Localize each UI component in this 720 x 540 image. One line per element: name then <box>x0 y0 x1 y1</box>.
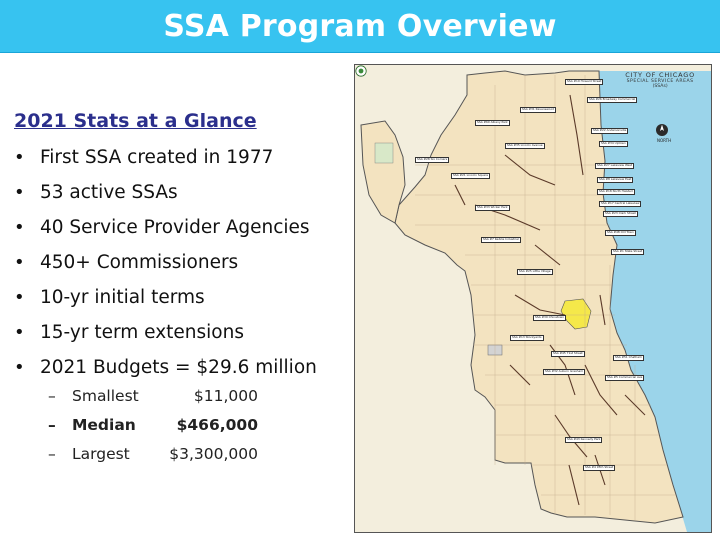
ssa-label: SSA #4 95th Street <box>585 465 614 470</box>
ssa-label: SSA #18 North Halsted <box>599 189 633 194</box>
budget-amount: $3,300,000 <box>169 444 258 463</box>
stat-text: 10-yr initial terms <box>40 287 205 308</box>
budget-amount: $466,000 <box>176 415 258 434</box>
ssa-label: SSA #48 Old Town <box>607 230 634 235</box>
map-title-line2: SPECIAL SERVICE AREAS <box>626 79 694 84</box>
ssa-label: SSA #13 Stockyards <box>512 335 542 340</box>
budget-label: Smallest <box>72 386 139 405</box>
bullet-icon: • <box>14 322 25 343</box>
bullet-icon: • <box>14 147 25 168</box>
stat-text: 450+ Commissioners <box>40 252 239 273</box>
stat-item <box>14 350 317 385</box>
park-patch <box>375 143 393 163</box>
ssa-map <box>354 64 712 533</box>
dash-icon: – <box>48 415 56 434</box>
ssa-label: SSA #28 Six Corners <box>417 157 448 162</box>
ssa-label: SSA #25 Little Village <box>519 269 551 274</box>
stat-item <box>14 280 317 315</box>
ssa-label: SSA #22 Andersonville <box>593 128 627 133</box>
stat-item <box>14 210 317 245</box>
ssa-label: SSA #45 71st Street <box>553 351 583 356</box>
stat-text: 2021 Budgets = $29.6 million <box>40 357 317 378</box>
bullet-icon: • <box>14 357 25 378</box>
budget-label: Largest <box>72 444 130 463</box>
ssa-label: SSA #7 Kedzie Industrial <box>483 237 519 242</box>
budget-item-median <box>48 410 258 439</box>
ssa-label: SSA #35 Lincoln Avenue <box>507 143 543 148</box>
stat-text: 53 active SSAs <box>40 182 178 203</box>
ssa-label: SSA #39 Chinatown <box>535 315 564 320</box>
page-title: SSA Program Overview <box>163 8 557 44</box>
ssa-label: SSA #23 Clark Street <box>605 211 636 216</box>
ssa-label: SSA #32 Auburn Gresham <box>545 369 584 374</box>
stats-list <box>14 140 317 385</box>
north-label: NORTH <box>657 138 672 143</box>
ssa-label: SSA #8 Lakeview East <box>599 177 632 182</box>
stat-item <box>14 140 317 175</box>
bullet-icon: • <box>14 182 25 203</box>
ssa-label: SSA #17 Central Lakeview <box>601 201 640 206</box>
dash-icon: – <box>48 386 56 405</box>
stat-text: 40 Service Provider Agencies <box>40 217 310 238</box>
ssa-label: SSA #31 Ravenswood <box>522 107 554 112</box>
ssa-label: SSA #43 Kennedy Park <box>567 437 601 442</box>
ssa-label: SSA #33 Wicker Park <box>477 205 508 210</box>
stat-item <box>14 175 317 210</box>
ssa-label: SSA #51 Chatham <box>615 355 642 360</box>
map-title <box>625 71 695 89</box>
ssa-label: SSA #26 Broadway Commercial <box>589 97 636 102</box>
bullet-icon: • <box>14 217 25 238</box>
budget-item-largest <box>48 439 258 468</box>
map-title-line3: (SSAs) <box>652 84 668 89</box>
title-bar <box>0 0 720 53</box>
bullet-icon: • <box>14 287 25 308</box>
dash-icon: – <box>48 444 56 463</box>
budget-sublist <box>48 381 258 468</box>
ssa-label: SSA #60 Albany Park <box>477 120 508 125</box>
stat-text: First SSA created in 1977 <box>40 147 274 168</box>
budget-amount: $11,000 <box>193 386 258 405</box>
bullet-icon: • <box>14 252 25 273</box>
stats-heading: 2021 Stats at a Glance <box>14 110 257 132</box>
city-seal-icon <box>355 65 367 77</box>
ssa-label: SSA #5 Commercial Ave <box>607 375 643 380</box>
ssa-label: SSA #34 Uptown <box>601 141 626 146</box>
ssa-label: SSA #1 State Street <box>613 249 643 254</box>
stat-item <box>14 245 317 280</box>
compass-icon <box>655 123 669 137</box>
ssa-label: SSA #27 Lakeview West <box>597 163 633 168</box>
stat-item <box>14 315 317 350</box>
stat-text: 15-yr term extensions <box>40 322 244 343</box>
map-title-line1: CITY OF CHICAGO <box>625 71 695 79</box>
ssa-label: SSA #19 Howard Street <box>567 79 602 84</box>
budget-label: Median <box>72 415 136 434</box>
budget-item-smallest <box>48 381 258 410</box>
ssa-label: SSA #21 Lincoln Square <box>453 173 488 178</box>
